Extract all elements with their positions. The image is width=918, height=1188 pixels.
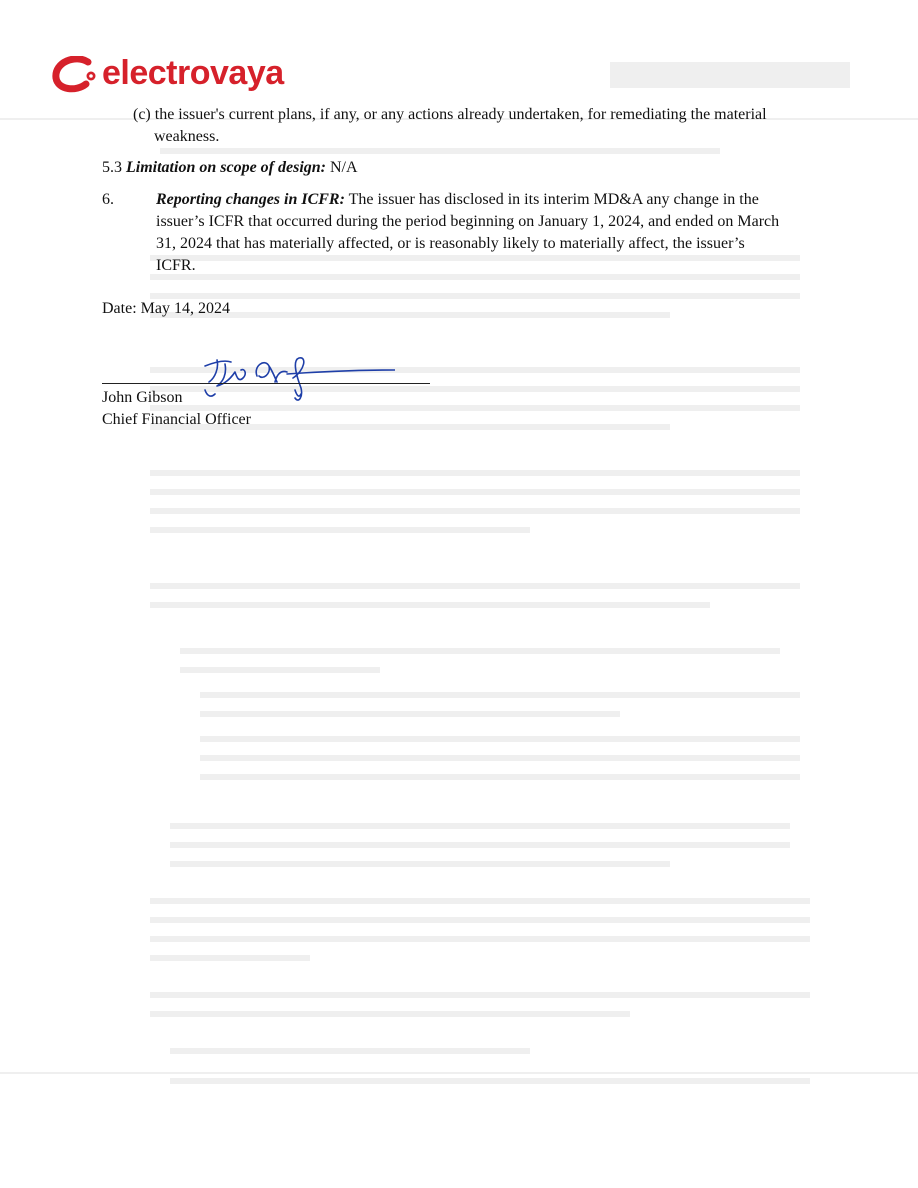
- section-6-line3: 31, 2024 that has materially affected, or is reasonably likely to materially affect, the issuer’s: [156, 235, 745, 252]
- section-5-3-number: 5.3: [102, 159, 122, 176]
- company-logo: [50, 52, 310, 98]
- section-5-3-value: N/A: [330, 159, 358, 176]
- section-6-text1: The issuer has disclosed in its interim MD&A any change in the: [348, 191, 759, 208]
- section-5-3: [102, 157, 358, 179]
- signatory-title: Chief Financial Officer: [102, 411, 251, 428]
- section-6-number: 6.: [102, 191, 114, 208]
- document-date: Date: May 14, 2024: [102, 300, 230, 317]
- signatory-name: John Gibson: [102, 389, 183, 406]
- signature-line: [102, 383, 430, 384]
- section-5-3-heading: Limitation on scope of design:: [126, 159, 326, 176]
- handwritten-signature: [195, 348, 395, 408]
- section-6-line4: ICFR.: [156, 257, 196, 274]
- section-6-line1: [156, 189, 759, 211]
- section-6-line2: issuer’s ICFR that occurred during the period beginning on January 1, 2024, and ended on March: [156, 213, 780, 230]
- logo-swoosh-icon: [50, 56, 100, 96]
- item-c-line2: weakness.: [154, 128, 220, 145]
- logo-wordmark: electrovaya: [102, 54, 284, 92]
- section-6-heading: Reporting changes in ICFR:: [156, 191, 345, 208]
- item-c-line1: (c) the issuer's current plans, if any, or any actions already undertaken, for remediating the material: [133, 106, 767, 123]
